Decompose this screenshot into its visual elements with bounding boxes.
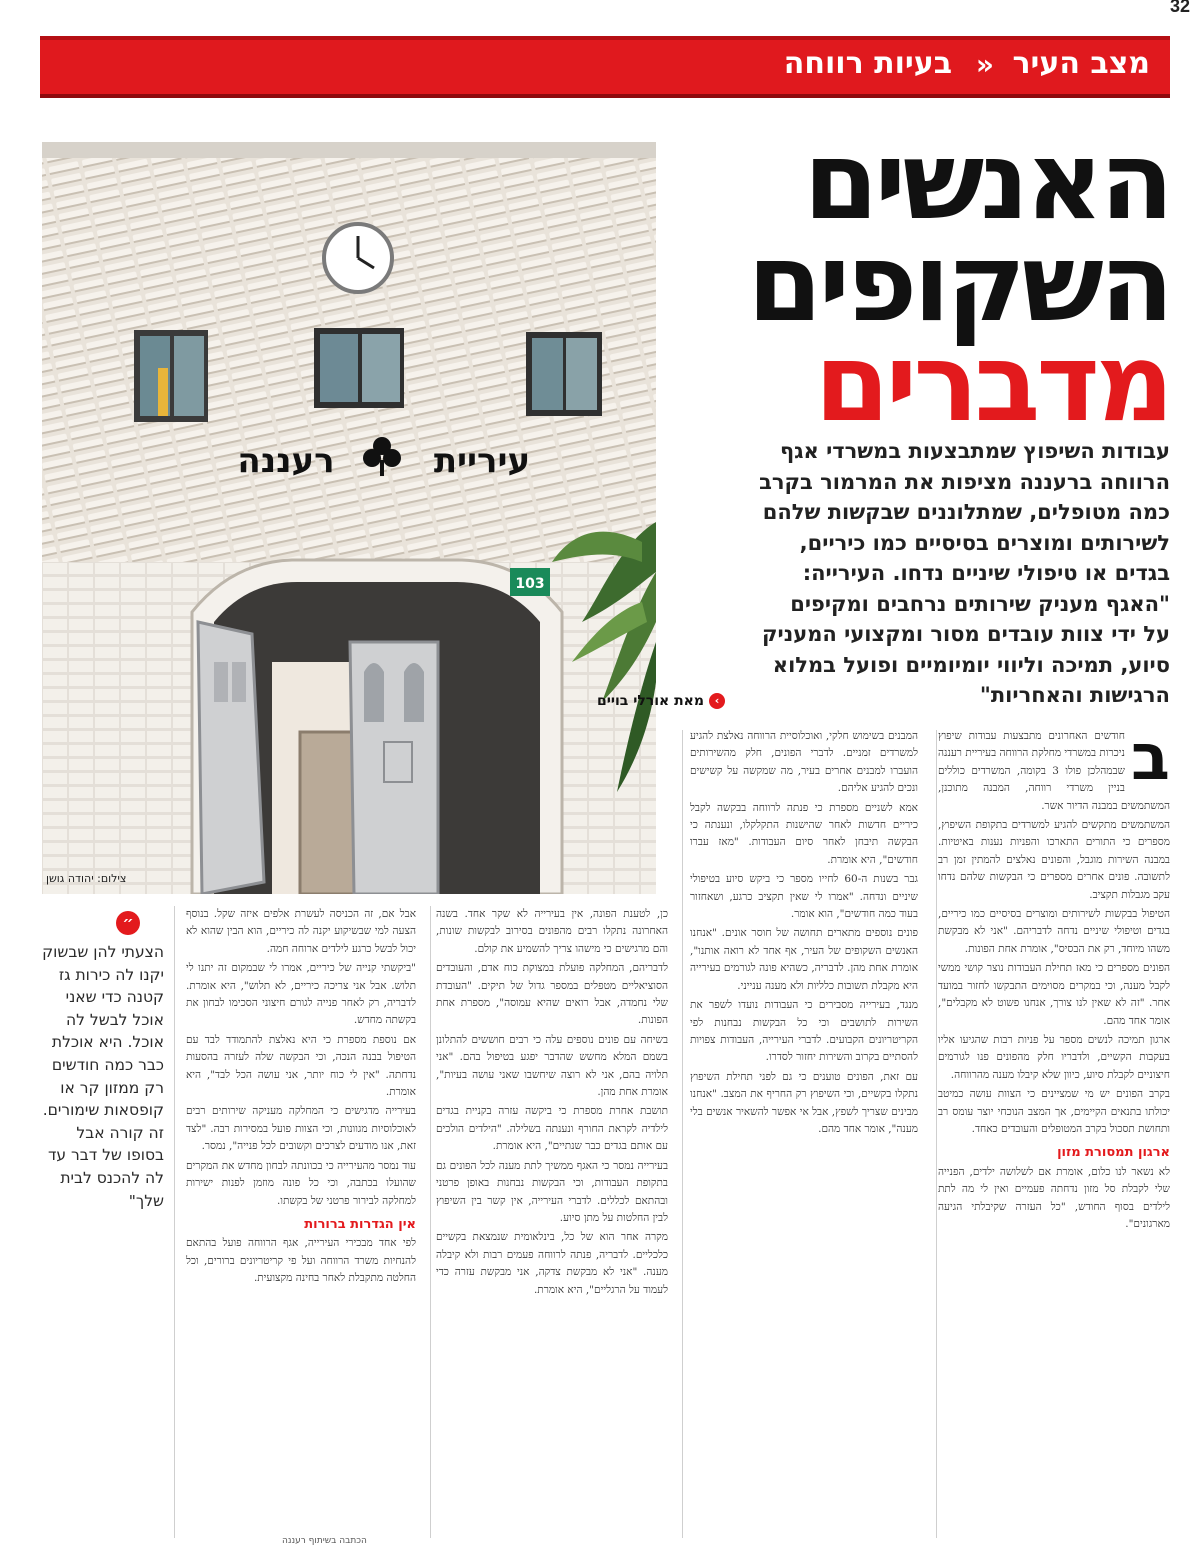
svg-text:עיריית: עיריית (433, 441, 531, 481)
page-number: 32 (1169, 0, 1190, 16)
article-column-2 (690, 728, 918, 1540)
lede-line: לשירותים ומוצרים בסיסיים כמו כיריים, (799, 530, 1170, 555)
dropcap: ב (1130, 728, 1170, 795)
article-subheading: ארגון תמסורת מזון (1057, 1145, 1170, 1161)
article-paragraph: לדבריהם, המחלקה פועלת במצוקת כוח אדם, והעובדים הסוציאליים מטפלים במספר גדול של תיקים. "העובדת שלי נחמדה, אבל רואים שהיא עמוסה", מספרת אחת הפונות. (436, 962, 668, 1027)
article-paragraph: אם נוספת מספרת כי היא נאלצת להתמודד לבד עם הטיפול בבנה הנכה, וכי הבקשה שלה לעזרה בהסעות נדחתה. "אין לי כוח יותר, אני עושה הכל לבד", היא אומרת. (186, 1033, 416, 1099)
section-subtitle: בעיות רווחה (783, 46, 952, 81)
window-center (314, 328, 404, 408)
byline (597, 693, 725, 709)
headline-line-2: השקופים (747, 221, 1170, 346)
article-paragraph: עוד נמסר מהעירייה כי בכוונתה לבחון מחדש את המקרים שהועלו בכתבה, וכי כל פונה מוזמן לפנות ישירות למחלקה לבירור פרטני של בקשתו. (186, 1159, 416, 1207)
house-number-plate (510, 568, 550, 596)
byline-bullet-icon: › (709, 693, 725, 709)
lede-line: הרווחה ברעננה מציפות את המרמור בקרב (759, 469, 1170, 494)
column-divider (936, 730, 937, 1538)
window-right (526, 332, 602, 416)
lede-line: על ידי צוות עובדים מסור ומקצועי המעניק (762, 622, 1170, 646)
article-paragraph: פונים נוספים מתארים תחושה של חוסר אונים. "אנחנו האנשים השקופים של העיר, אף אחד לא רואה אותנו", אומרת אחת מהן. לדבריה, כשהיא פונה לגורמים בעירייה היא מקבלת תשובות כלליות ולא מענה ענייני. (690, 927, 918, 992)
article-paragraph: הטיפול בבקשות לשירותים ומוצרים בסיסיים כמו כיריים, בגדים וטיפולי שיניים נדחה לדבריהם. "אני לא מבקשת משהו מיוחד, רק את הבסיס", אומרת אחת הפונות. (938, 908, 1170, 955)
clock-icon (324, 224, 392, 292)
svg-text:103: 103 (515, 576, 545, 592)
article-paragraph: מנגד, בעירייה מסבירים כי העבודות נועדו לשפר את השירות לתושבים וכי כל הבקשות נבחנות לפי הקריטריונים הקבועים. לדברי העירייה, העבודות צפויות להסתיים בקרוב והשירות יחזור לסדרו. (690, 999, 918, 1064)
article-paragraph: כן, לטענת הפונה, אין בעירייה לא שקר אחד. בשנה האחרונה נתקלו רבים מהפונים בסירוב לבקשות שונות, והם מרגישים כי מישהו צריך להשמיע את קולם. (436, 908, 668, 955)
article-paragraph: גבר בשנות ה-60 לחייו מספר כי ביקש סיוע בטיפולי שיניים ונדחה. "אמרו לי שאין תקציב כרגע, ושאחזור בעוד כמה חודשים", הוא אומר. (690, 873, 918, 921)
article-paragraph: לא נשאר לנו כלום, אומרת אם לשלושה ילדים, הפנייה שלי לקבלת סל מזון נדחתה פעמיים ואין לי מה לתת לילדים בסוף החודש, "כל העזרה שקיבלתי הגיעה מארגונים". (938, 1165, 1170, 1230)
lede-line: "האגף מעניק שירותים נרחבים ומקיפים (790, 591, 1170, 616)
article-column-4 (186, 906, 416, 1538)
article-paragraph: המשתמשים מתקשים להגיע למשרדים בתקופת השיפוץ, מספרים כי התורים התארכו והפניות נענות באיטיות. במבנה השירות מוגבל, והפונים נאלצים להמתין זמן רב לתשובה. פונים אחרים מספרים כי הבקשות שלהם נדחו עקב מגבלות תקציב. (938, 819, 1170, 901)
article-paragraph: המבנים בשימוש חלקי, ואוכלוסיית הרווחה נאלצת להגיע למשרדים זמניים. לדברי הפונים, חלק מהשירותים הועברו למבנים אחרים בעיר, מה שמקשה על קשישים ונכים להגיע אליהם. (690, 730, 918, 795)
article-paragraph: בשיחה עם פונים נוספים עלה כי רבים חוששים להתלונן בשמם המלא מחשש שהדבר יפגע בטיפול בהם. "אני תלויה בהם, אני לא רוצה שיחשבו שאני עושה בעיות", אומרת אחת מהן. (436, 1033, 668, 1099)
section-title: מצב העיר (1012, 46, 1150, 81)
door-left (198, 622, 264, 894)
building-illustration (42, 142, 656, 894)
svg-text:רעננה: רעננה (237, 441, 335, 481)
article-paragraph: חודשים האחרונים מתבצעות עבודות שיפוץ ניכרות במשרדי מחלקת הרווחה בעיריית רעננה שבמהלכן פולו 3 בקומה, המשרדים כוללים בניין משרדי רווחה, המבנה מתוכנן, המשתמשים במבנה הדיור אשר. (938, 730, 1170, 812)
lede-line: כמה מטופלים, שמתלוננים שבקשות שלהם (762, 500, 1170, 524)
article-paragraph: עם זאת, הפונים טוענים כי גם לפני תחילת השיפוץ נתקלו בקשיים, וכי השיפוץ רק החריף את המצב. "אנחנו מבינים שצריך לשפץ, אבל אי אפשר להשאיר אנשים בלי מענה", אומר אחד מהם. (690, 1070, 918, 1135)
lede-paragraph (670, 436, 1170, 711)
article-paragraph: תושבת אחרת מספרת כי ביקשה עזרה בקניית בגדים לילדיה לקראת החורף ונענתה בשלילה. "הילדים הולכים עם אותם בגדים כבר שנתיים", היא אומרת. (436, 1105, 668, 1153)
chevron-separator-icon: » (975, 48, 994, 81)
municipality-building-photo (42, 142, 656, 894)
section-header-bar (40, 36, 1170, 98)
article-paragraph: אבל אם, זה הכניסה לעשרת אלפים איזה שקל. בנוסף הצעה למי שבשיקוע יקנה לה כיריים, הוא הבין שהוא לא יכול לבשל כרגע לילדים ארוחה חמה. (186, 908, 416, 955)
lede-line: עבודות השיפוץ שמתבצעות במשרדי אגף (779, 439, 1170, 463)
lede-line: סיוע, תמיכה וליווי יומיומיים ופועל במלוא (772, 652, 1170, 677)
column-divider (174, 906, 175, 1538)
window-left (134, 330, 208, 422)
article-paragraph: מקרה אחר הוא של כל, בינלאומית שנמצאת בקשיים כלכליים. לדבריה, פנתה לרווחה פעמים רבות ולא קיבלה מענה. "אני לא מבקשת צדקה, אני מבקשת עזרה כדי לעמוד על הרגליים", היא אומרת. (436, 1231, 668, 1296)
lede-line: בגדים או טיפולי שיניים נדחו. העירייה: (802, 561, 1170, 585)
article-paragraph: אמא לשניים מספרת כי פנתה לרווחה בבקשה לקבל כיריים חדשות לאחר שהישנות התקלקלו, ונענתה כי הבקשה תיבחן לאחר סיום העבודות. "מאז עברו חודשים", היא אומרת. (690, 801, 918, 866)
pull-quote (42, 905, 164, 1540)
article-paragraph: לפי אחד מבכירי העירייה, אגף הרווחה פועל בהתאם להנחיות משרד הרווחה ועל פי קריטריונים ברורים, וכל החלטה מתקבלת לאחר בחינה מקצועית. (186, 1237, 416, 1285)
headline-line-1: האנשים (803, 119, 1170, 244)
article-paragraph: בעירייה מדגישים כי המחלקה מעניקה שירותים רבים לאוכלוסיות מגוונות, וכי הצוות פועל במסירות רבה. "לצד זאת, אנו מודעים לצרכים וקשובים לכל פנייה", נמסר. (186, 1105, 416, 1153)
photo-credit: צילום: יהודה גושן (46, 872, 127, 885)
byline-text: מאת אורלי בויים (597, 693, 704, 709)
article-paragraph: ארגון תמיכה לנשים מספר על פניות רבות שהגיעו אליו בעקבות הקשיים, ולדבריו חלק מהפונים פנו לגורמים חיצוניים לקבלת סיוע, כיוון שלא קיבלו מענה מהרווחה. (938, 1033, 1170, 1081)
column-divider (682, 730, 683, 1538)
pull-quote-text: הצעתי להן שבשוק יקנו לה כירות גז קטנה כדי שאני אוכל לבשל לה אוכל. היא אוכלת כבר כמה חודשים רק ממזון קר או קופסאות שימורים. זה קורה אבל בסופו של דבר עד לה להכנס לבית שלך" (42, 943, 164, 1210)
headline-line-3: מדברים (814, 321, 1170, 446)
lede-line: הרגישות והאחריות" (979, 683, 1170, 707)
article-column-3 (436, 906, 668, 1538)
quote-mark-icon: ״ (116, 911, 140, 935)
footer-credit: הכתבה בשיתוף רעננה (282, 1536, 367, 1546)
article-subheading: אין הגדרות ברורות (304, 1216, 416, 1232)
article-column-1 (938, 728, 1170, 1540)
article-paragraph: בקרב הפונים יש מי שמציינים כי הצוות עושה כמיטב יכולתו בתנאים הקיימים, אך המצב הנוכחי יוצר עומס רב ותחושת תסכול בקרב המטופלים והעובדים כאחד. (938, 1088, 1170, 1135)
column-divider (430, 906, 431, 1538)
door-right (350, 642, 438, 894)
article-paragraph: "ביקשתי קנייה של כיריים, אמרו לי שבמקום זה יתנו לי תלוש. אבל אני צריכה כיריים, לא תלוש", היא אומרת. לדבריה, רק לאחר פנייה לגורם חיצוני הסכימו לבחון את בקשתה מחדש. (186, 962, 416, 1027)
article-paragraph: בעירייה נמסר כי האגף ממשיך לתת מענה לכל הפונים גם בתקופת העבודות, וכי הבקשות נבחנות באופן פרטני ובהתאם לכללים. לדברי העירייה, אין קשר בין השיפוץ לבין החלטות על מתן סיוע. (436, 1159, 668, 1224)
article-paragraph: הפונים מספרים כי מאז תחילת העבודות נוצר קושי ממשי לקבל מענה, וכי במקרים מסוימים התבקשו לחזור במועד אחר. "זה לא שאין לנו צורך, אנחנו פשוט לא מקבלים", אומר אחד מהם. (938, 962, 1170, 1027)
